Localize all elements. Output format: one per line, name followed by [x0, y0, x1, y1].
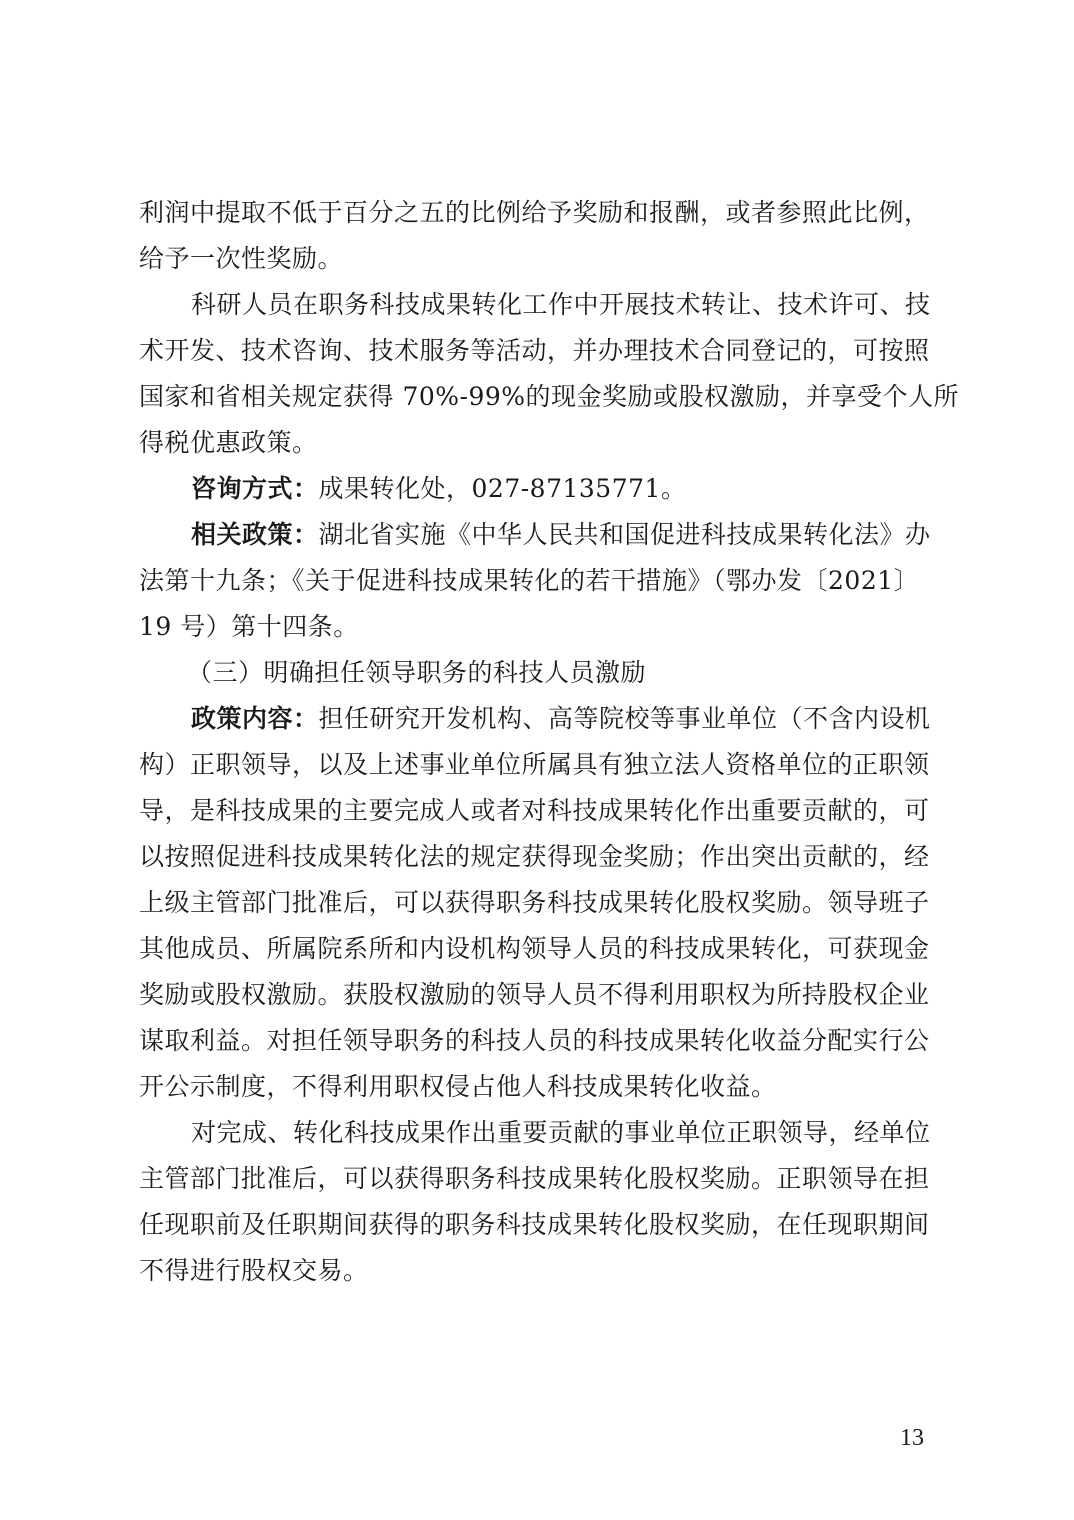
policy-content-label: 政策内容： [191, 704, 319, 733]
related-policy-label: 相关政策： [191, 520, 319, 549]
paragraph-line: 谋取利益。对担任领导职务的科技人员的科技成果转化收益分配实行公 [139, 1026, 930, 1055]
paragraph-line: 以按照促进科技成果转化法的规定获得现金奖励；作出突出贡献的，经 [139, 842, 930, 871]
page-number: 13 [900, 1425, 924, 1451]
section-heading: （三）明确担任领导职务的科技人员激励 [187, 658, 647, 687]
paragraph-line: 构）正职领导，以及上述事业单位所属具有独立法人资格单位的正职领 [139, 750, 930, 779]
paragraph-line: 19 号）第十四条。 [139, 612, 359, 641]
related-policy-line [139, 512, 929, 558]
contact-text: 成果转化处，027-87135771。 [318, 474, 687, 503]
paragraph-line: 任现职前及任职期间获得的职务科技成果转化股权奖励，在任现职期间 [139, 1210, 930, 1239]
paragraph-line: 其他成员、所属院系所和内设机构领导人员的科技成果转化，可获现金 [139, 934, 930, 963]
paragraph-line: 导，是科技成果的主要完成人或者对科技成果转化作出重要贡献的，可 [139, 796, 930, 825]
paragraph-line: 不得进行股权交易。 [139, 1256, 369, 1285]
paragraph-line: 奖励或股权激励。获股权激励的领导人员不得利用职权为所持股权企业 [139, 980, 930, 1009]
paragraph-line: 上级主管部门批准后，可以获得职务科技成果转化股权奖励。领导班子 [139, 888, 930, 917]
paragraph-line: 法第十九条；《关于促进科技成果转化的若干措施》（鄂办发〔2021〕 [139, 566, 920, 595]
paragraph-line: 主管部门批准后，可以获得职务科技成果转化股权奖励。正职领导在担 [139, 1164, 930, 1193]
related-policy-text: 湖北省实施《中华人民共和国促进科技成果转化法》办 [318, 520, 931, 549]
contact-line [139, 466, 929, 512]
contact-label: 咨询方式： [191, 474, 319, 503]
paragraph-line: 开公示制度，不得利用职权侵占他人科技成果转化收益。 [139, 1072, 777, 1101]
paragraph-line: 利润中提取不低于百分之五的比例给予奖励和报酬，或者参照此比例， [139, 198, 930, 227]
policy-content-text: 担任研究开发机构、高等院校等事业单位（不含内设机 [318, 704, 931, 733]
document-body [139, 190, 960, 1294]
policy-content-line [139, 696, 929, 742]
paragraph-line: 得税优惠政策。 [139, 428, 318, 457]
paragraph-line: 给予一次性奖励。 [139, 244, 344, 273]
paragraph-line: 术开发、技术咨询、技术服务等活动，并办理技术合同登记的，可按照 [139, 336, 930, 365]
paragraph-line: 对完成、转化科技成果作出重要贡献的事业单位正职领导，经单位 [191, 1118, 931, 1147]
paragraph-line: 国家和省相关规定获得 70%-99%的现金奖励或股权激励，并享受个人所 [139, 382, 960, 411]
paragraph-line: 科研人员在职务科技成果转化工作中开展技术转让、技术许可、技 [191, 290, 931, 319]
